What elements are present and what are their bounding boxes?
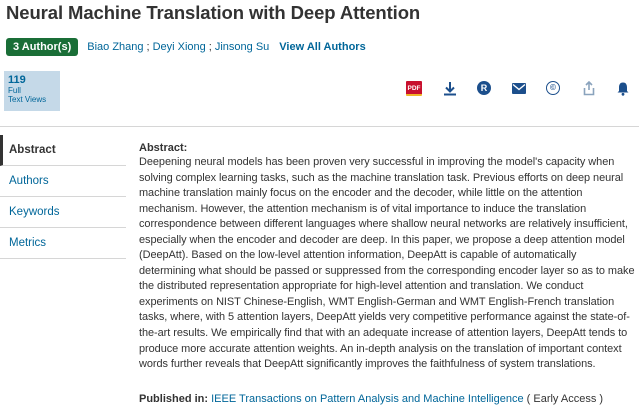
author-list <box>87 41 269 53</box>
publication-status: ( Early Access ) <box>526 393 604 405</box>
full-text-views-label-line2: Text Views <box>8 95 47 104</box>
sidebar-item-authors[interactable]: Authors <box>0 166 126 197</box>
authors-row <box>6 37 366 56</box>
author-link[interactable]: Jinsong Su <box>214 40 270 53</box>
author-link[interactable]: Deyi Xiong <box>152 40 206 53</box>
published-in <box>139 393 603 405</box>
author-link[interactable]: Biao Zhang <box>87 40 144 53</box>
view-all-authors-link[interactable]: View All Authors <box>279 40 366 53</box>
sidebar-item-metrics[interactable]: Metrics <box>0 228 126 259</box>
article-title: Neural Machine Translation with Deep Attention <box>6 2 421 23</box>
sidebar-item-keywords[interactable]: Keywords <box>0 197 126 228</box>
abstract-section <box>139 142 635 373</box>
full-text-views-count: 119 <box>8 74 26 86</box>
author-separator: ; <box>208 40 212 53</box>
article-action-toolbar <box>400 78 639 98</box>
journal-link[interactable]: IEEE Transactions on Pattern Analysis and Machine Intelligence <box>211 393 524 405</box>
abstract-body: Deepening neural models has been proven very successful in improving the model's capacity when solving complex learning tasks, such as the machine translation task. Previous efforts on deep neural machine translation mainly focus on the encoder and the decoder, while little on the attention mechanism. However, the attention mechanism is of vital importance to induce the translation correspondence between different languages where shallow neural networks are relatively insufficient, especially when the encoder and decoder are deep. In this paper, we propose a deep attention model (DeepAtt). Based on the low-level attention information, DeepAtt is capable of automatically determining what should be passed or suppressed from the corresponding encoder layer so as to make the distributed representation appropriate for high-level attention and translation. We conduct experiments on NIST Chinese-English, WMT English-German and WMT English-French translation tasks, where, with 5 attention layers, DeepAtt yields very competitive performance against the state-of-the-art results. We empirically find that with an adequate increase of attention layers, DeepAtt tends to produce more accurate attention weights. An in-depth analysis on the translation of important context words further reveals that DeepAtt significantly improves the faithfulness of system translations. <box>139 156 635 371</box>
pdf-icon-label: PDF <box>406 81 422 96</box>
rights-permissions-icon[interactable] <box>474 78 494 98</box>
header-divider <box>0 126 639 127</box>
alert-bell-icon[interactable] <box>613 78 633 98</box>
full-text-views-label-line1: Full <box>8 86 21 95</box>
published-in-label: Published in: <box>139 393 209 405</box>
author-count-badge[interactable]: 3 Author(s) <box>6 38 78 56</box>
section-sidebar <box>0 135 126 259</box>
copyright-icon-label: © <box>546 81 560 95</box>
share-icon[interactable] <box>579 78 599 98</box>
copyright-icon[interactable] <box>543 78 563 98</box>
abstract-heading: Abstract: <box>139 142 188 154</box>
full-text-views-metric[interactable] <box>4 71 60 111</box>
pdf-icon[interactable] <box>404 78 424 98</box>
email-icon[interactable] <box>509 78 529 98</box>
download-icon[interactable] <box>440 78 460 98</box>
sidebar-item-abstract[interactable]: Abstract <box>0 135 126 166</box>
author-separator: ; <box>146 40 150 53</box>
rights-icon-label: R <box>477 81 491 95</box>
